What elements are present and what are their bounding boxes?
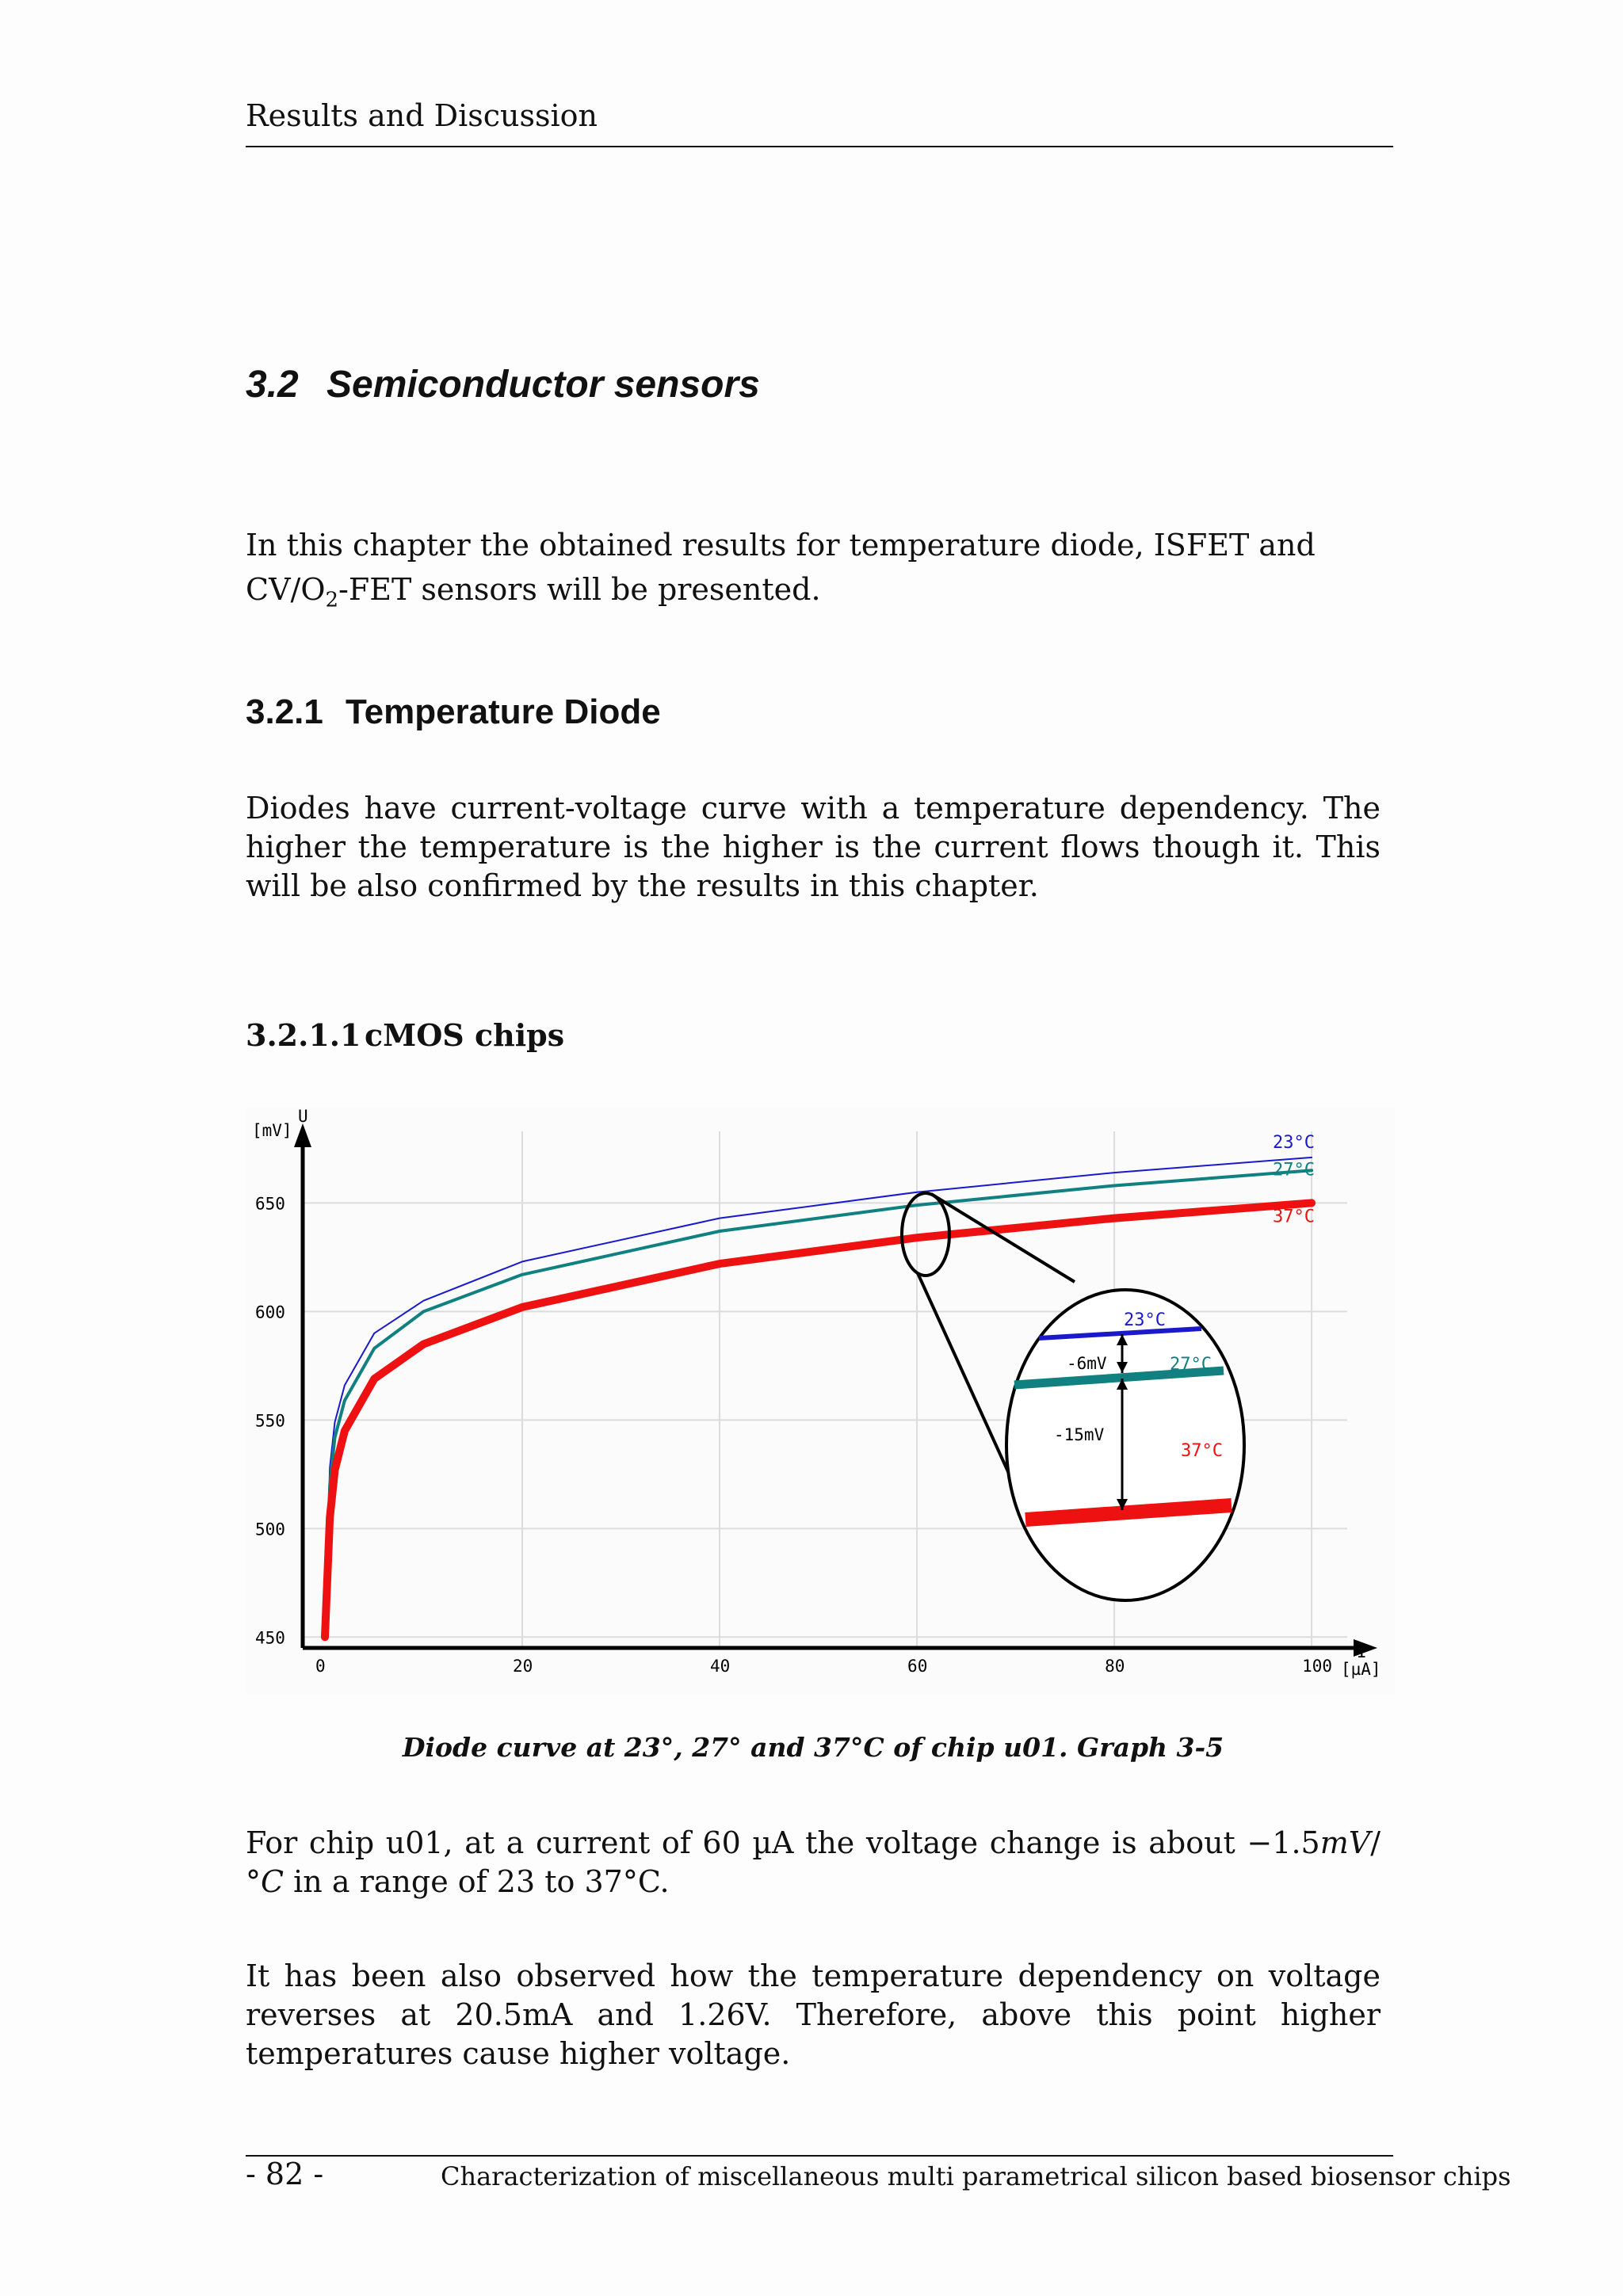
section-title: Semiconductor sensors <box>327 364 760 406</box>
section-number: 3.2 <box>246 364 299 406</box>
diode-figure <box>246 1108 1395 1694</box>
series-label-0: 23°C <box>1273 1132 1315 1153</box>
inset-delta-15mv: -15mV <box>1054 1425 1105 1444</box>
footer-book-title: Characterization of miscellaneous multi parametrical silicon based biosensor chips <box>441 2161 1511 2191</box>
figure-caption: Diode curve at 23°, 27° and 37°C of chip u01. Graph 3-5 <box>402 1732 1224 1763</box>
subsubsection-title: cMOS chips <box>365 1017 565 1053</box>
y-tick-label: 600 <box>255 1302 285 1322</box>
result-math-slash: / <box>1370 1825 1381 1860</box>
y-tick-label: 550 <box>255 1411 285 1431</box>
intro-subscript: 2 <box>325 588 339 612</box>
y-axis-unit: [mV] <box>252 1121 292 1140</box>
x-tick-label: 100 <box>1302 1657 1333 1676</box>
result-math-unit-c: °C <box>246 1864 285 1899</box>
footer-rule <box>246 2155 1393 2157</box>
subsubsection-number: 3.2.1.1 <box>246 1017 361 1053</box>
subsection-number: 3.2.1 <box>246 692 323 731</box>
x-axis-unit: [µA] <box>1341 1660 1381 1679</box>
y-tick-label: 500 <box>255 1520 285 1539</box>
y-axis-symbol: U <box>298 1108 308 1126</box>
x-axis-symbol: I <box>1357 1642 1367 1661</box>
x-tick-label: 60 <box>907 1657 928 1676</box>
result-paragraph <box>246 1824 1381 1901</box>
y-tick-label: 450 <box>255 1628 285 1648</box>
diode-paragraph: Diodes have current-voltage curve with a temperature dependency. The higher the temperature is the higher is the current flows though it. This will be also confirmed by the results in this chapter. <box>246 791 1381 903</box>
inset-label-23: 23°C <box>1124 1310 1166 1330</box>
result-text-start: For chip u01, at a current of 60 µA the voltage change is about <box>246 1825 1247 1860</box>
page-number: - 82 - <box>246 2157 324 2191</box>
series-label-1: 27°C <box>1273 1160 1315 1180</box>
header-rule <box>246 146 1393 147</box>
intro-paragraph <box>246 523 1381 623</box>
reversal-paragraph: It has been also observed how the temperature dependency on voltage reverses at 20.5mA and 1.26V. Therefore, above this point higher temperatures cause higher voltage. <box>246 1958 1381 2071</box>
series-end-labels <box>1273 1133 1315 1227</box>
diode-chart <box>246 1108 1395 1694</box>
y-tick-label: 650 <box>255 1194 285 1214</box>
series-label-2: 37°C <box>1273 1207 1315 1227</box>
subsubsection-heading <box>246 1017 564 1053</box>
result-math-unit-mv: mV <box>1319 1825 1371 1860</box>
intro-text-start: In this chapter the obtained results for temperature diode, ISFET and CV/O <box>246 528 1316 607</box>
running-head: Results and Discussion <box>246 98 598 133</box>
x-tick-label: 40 <box>710 1657 731 1676</box>
intro-text-end: -FET sensors will be presented. <box>338 572 821 607</box>
inset-label-27: 27°C <box>1170 1355 1212 1375</box>
x-tick-label: 0 <box>315 1657 326 1676</box>
subsection-heading <box>246 692 661 732</box>
x-tick-label: 80 <box>1105 1657 1125 1676</box>
inset-delta-6mv: -6mV <box>1067 1354 1107 1373</box>
section-heading <box>246 363 760 406</box>
subsection-title: Temperature Diode <box>346 692 661 731</box>
result-text-end: in a range of 23 to 37°C. <box>284 1864 670 1899</box>
inset-label-37: 37°C <box>1181 1441 1223 1461</box>
result-math-value: −1.5 <box>1247 1825 1320 1860</box>
x-tick-label: 20 <box>513 1657 533 1676</box>
